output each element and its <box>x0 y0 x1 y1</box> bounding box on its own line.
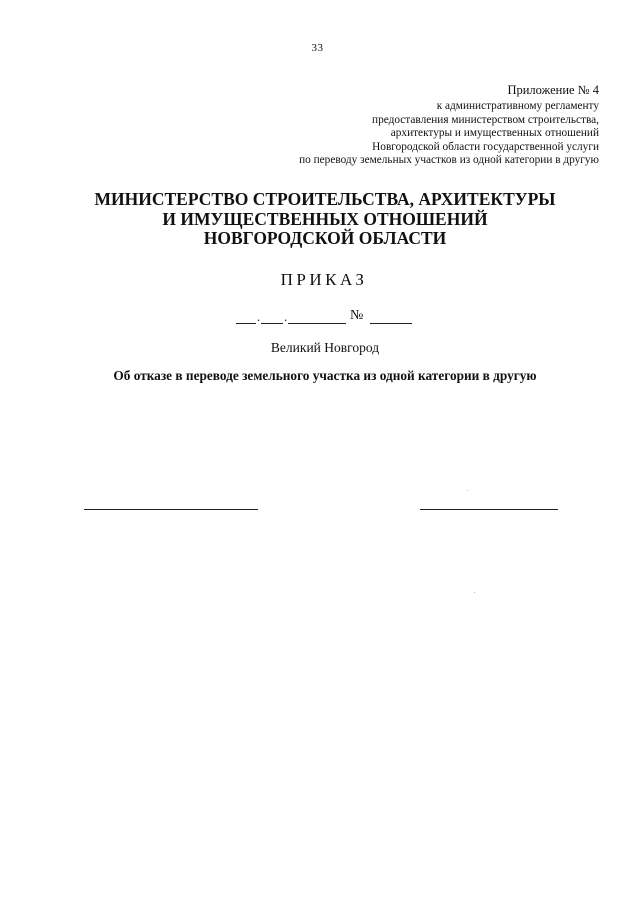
order-title: ПРИКАЗ <box>280 270 368 289</box>
appendix-title: Приложение № 4 <box>507 83 599 97</box>
city-name: Великий Новгород <box>270 340 380 355</box>
appendix-line: к административному регламенту <box>436 100 599 112</box>
scan-speck <box>467 490 468 491</box>
date-year-blank <box>288 323 346 324</box>
appendix-line: Новгородской области государственной услуги <box>372 140 599 153</box>
order-subject: Об отказе в переводе земельного участка из одной категории в другую <box>113 368 537 383</box>
date-month-blank <box>261 323 283 324</box>
signature-name-line <box>420 509 558 510</box>
page-number: 33 <box>311 42 324 54</box>
ministry-heading <box>0 190 635 249</box>
ministry-heading-line: МИНИСТЕРСТВО СТРОИТЕЛЬСТВА, АРХИТЕКТУРЫ <box>94 189 556 209</box>
scan-speck <box>474 592 475 593</box>
appendix-line: предоставления министерством строительства, <box>372 113 599 126</box>
order-number-blank <box>370 323 412 324</box>
appendix-line: по переводу земельных участков из одной категории в другую <box>299 154 599 167</box>
order-date-number-line <box>236 308 412 326</box>
date-separator: . <box>284 309 288 324</box>
date-separator: . <box>257 309 261 324</box>
appendix-block <box>219 82 599 168</box>
signature-position-line <box>84 509 258 510</box>
date-day-blank <box>236 323 256 324</box>
appendix-line: архитектуры и имущественных отношений <box>390 127 599 140</box>
ministry-heading-line: НОВГОРОДСКОЙ ОБЛАСТИ <box>203 228 447 248</box>
ministry-heading-line: И ИМУЩЕСТВЕННЫХ ОТНОШЕНИЙ <box>162 208 488 229</box>
number-sign: № <box>350 308 364 323</box>
